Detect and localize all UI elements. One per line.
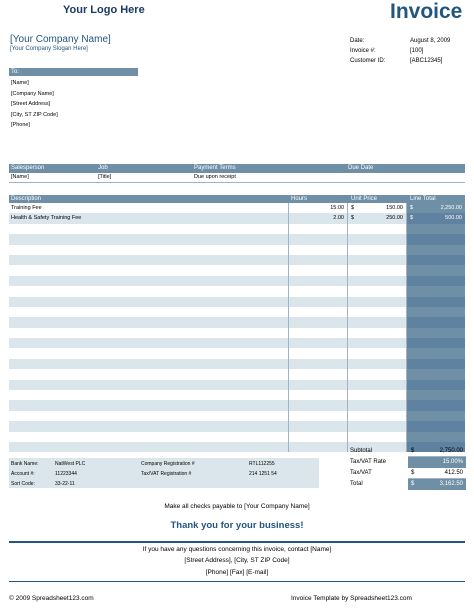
table-row [9,338,465,348]
table-row [9,432,465,442]
currency-symbol: $ [410,215,414,222]
sales-header-row [9,164,465,173]
table-row [9,380,465,390]
item-unit-price [348,400,407,410]
item-hours [289,411,348,421]
item-unit-price [348,224,407,234]
subtotal-value [408,446,466,457]
table-row [9,255,465,265]
hours-header: Hours [291,196,308,202]
sales-value-row [9,173,465,183]
bank-details [9,458,319,488]
item-line-total [407,390,465,400]
item-description: Health & Safety Training Fee [9,213,289,223]
item-description [9,255,289,265]
item-hours [289,338,348,348]
job-header: Job [98,165,108,171]
item-description [9,286,289,296]
tax-rate-value: 15.00% [408,457,466,468]
item-line-total [407,400,465,410]
item-line-total [407,348,465,358]
checks-payable-note: Make all checks payable to [Your Company Name] [164,503,310,510]
item-description [9,411,289,421]
item-line-total [407,317,465,327]
meta-label: Date: [350,38,365,44]
tax-row [350,468,466,479]
company-registration-value: RTL112255 [249,461,275,467]
item-description [9,338,289,348]
account-label: Account #: [11,471,35,477]
price-amount: 250.00 [386,215,403,222]
total-value [408,479,466,490]
bill-to-name: [Name] [11,80,29,86]
item-unit-price [348,432,407,442]
copyright: © 2009 Spreadsheet123.com [9,595,94,602]
salesperson-header: Salesperson [11,165,45,171]
item-hours [289,421,348,431]
item-unit-price [348,411,407,421]
footer-contact: [Phone] [Fax] [E-mail] [205,569,269,576]
table-row [9,421,465,431]
item-description [9,400,289,410]
item-unit-price [348,286,407,296]
table-row [9,234,465,244]
item-hours [289,307,348,317]
item-hours [289,442,348,452]
item-hours [289,245,348,255]
meta-value: August 8, 2009 [410,38,451,44]
table-row [9,400,465,410]
bill-to-company: [Company Name] [11,90,54,97]
item-unit-price [348,234,407,244]
meta-label: Customer ID: [350,58,386,64]
footer-address: [Street Address], [City, ST ZIP Code] [184,557,290,564]
total-amount: 3,162.50 [439,481,463,487]
item-line-total [407,234,465,244]
item-hours [289,369,348,379]
item-line-total [407,286,465,296]
total-label: Total [350,481,363,487]
bill-to-heading: To: [9,68,138,76]
questions-note: If you have any questions concerning this invoice, contact [Name] [142,546,332,553]
item-line-total [407,338,465,348]
item-line-total [407,328,465,338]
table-row [9,359,465,369]
meta-value: [ABC12345] [410,58,443,64]
thank-you-message: Thank you for your business! [170,520,304,531]
table-row [9,297,465,307]
table-row [9,369,465,379]
item-unit-price [348,369,407,379]
item-unit-price [348,348,407,358]
item-hours [289,286,348,296]
footer-divider [9,581,465,582]
sort-code-label: Sort Code: [11,481,35,487]
sales-table [9,164,465,183]
table-row [9,276,465,286]
item-unit-price [348,213,407,223]
currency-symbol: $ [410,205,414,211]
account-value: 11223344 [55,471,77,477]
item-line-total [407,245,465,255]
item-line-total [407,255,465,265]
salesperson-value: [Name] [11,174,29,180]
template-credit: Invoice Template by Spreadsheet123.com [291,595,412,602]
item-line-total [407,359,465,369]
item-description [9,369,289,379]
item-unit-price [348,338,407,348]
item-unit-price [348,380,407,390]
due-date-value [348,173,463,182]
meta-row-customer-id [350,56,468,66]
table-row [9,245,465,255]
company-registration-label: Company Registration # [141,461,195,467]
invoice-meta [350,36,468,66]
divider [9,541,465,543]
item-line-total [407,432,465,442]
item-unit-price [348,265,407,275]
currency-symbol: $ [411,481,415,487]
vat-registration-label: Tax/VAT Registration # [141,471,192,477]
item-line-total [407,369,465,379]
item-line-total [407,224,465,234]
item-unit-price [348,255,407,265]
table-row [9,265,465,275]
item-line-total [407,380,465,390]
tax-value [408,468,466,479]
item-unit-price [348,317,407,327]
table-row [9,307,465,317]
bill-to-block [11,78,58,131]
item-line-total [407,276,465,286]
invoice-title: Invoice [390,0,463,23]
item-hours [289,359,348,369]
item-line-total [407,297,465,307]
payment-terms-value: Due upon receipt [194,174,236,180]
line-total-header: Line Total [407,195,465,203]
item-unit-price [348,297,407,307]
item-unit-price [348,307,407,317]
item-unit-price [348,203,407,213]
table-row [9,317,465,327]
item-line-total [407,421,465,431]
bank-name-value: NatWest PLC [55,461,86,467]
item-hours [289,432,348,442]
tax-rate-row [350,457,466,468]
sort-code-value: 33-22-11 [55,481,75,487]
item-hours: 2.00 [289,213,348,223]
due-date-header: Due Date [348,165,374,171]
tax-label: Tax/VAT [350,470,372,476]
currency-symbol: $ [411,470,415,476]
item-unit-price [348,276,407,286]
item-hours [289,297,348,307]
item-unit-price [348,328,407,338]
items-header-row [9,195,465,203]
table-row [9,390,465,400]
total-amount: 2,250.00 [440,205,462,211]
item-line-total [407,203,465,213]
table-row [9,328,465,338]
item-description [9,348,289,358]
item-hours [289,390,348,400]
table-row [9,213,465,223]
bill-to-phone: [Phone] [11,122,30,129]
subtotal-amount: 2,750.00 [439,448,463,454]
item-hours [289,400,348,410]
item-hours [289,276,348,286]
item-hours [289,224,348,234]
item-line-total [407,213,465,223]
table-row [9,224,465,234]
meta-row-invoice-number [350,46,468,56]
item-description [9,245,289,255]
item-hours [289,317,348,327]
item-hours: 15.00 [289,203,348,213]
item-rows [9,203,465,452]
unit-price-header: Unit Price [351,196,378,202]
item-hours [289,255,348,265]
bill-to-city: [City, ST ZIP Code] [11,111,58,118]
item-description [9,442,289,452]
item-description [9,390,289,400]
item-description [9,265,289,275]
item-hours [289,348,348,358]
company-name: [Your Company Name] [10,34,111,45]
item-description [9,234,289,244]
table-row [9,203,465,213]
item-description [9,224,289,234]
item-line-total [407,307,465,317]
payment-terms-header: Payment Terms [194,165,236,171]
item-unit-price [348,245,407,255]
item-description: Training Fee [9,203,289,213]
table-row [9,286,465,296]
currency-symbol: $ [351,205,355,211]
item-description [9,317,289,327]
logo-text: Your Logo Here [63,4,145,16]
item-description [9,359,289,369]
subtotal-row [350,446,466,457]
item-unit-price [348,390,407,400]
item-description [9,328,289,338]
item-hours [289,265,348,275]
bank-name-label: Bank Name: [11,461,39,467]
item-line-total [407,411,465,421]
currency-symbol: $ [351,215,355,222]
item-line-total [407,265,465,275]
bill-to-street: [Street Address] [11,101,51,108]
table-row [9,411,465,421]
meta-value: [100] [410,48,424,54]
item-unit-price [348,359,407,369]
item-description [9,307,289,317]
total-amount: 500.00 [445,215,462,222]
currency-symbol: $ [411,448,415,454]
tax-amount: 412.50 [444,470,463,476]
meta-row-date [350,36,468,46]
item-hours [289,380,348,390]
total-row [350,479,466,490]
items-table [9,195,465,452]
table-row [9,348,465,358]
item-description [9,276,289,286]
description-header: Description [11,196,42,202]
item-description [9,380,289,390]
vat-registration-value: 214 1251 54 [249,471,277,477]
subtotal-label: Subtotal [350,448,373,454]
item-description [9,297,289,307]
item-hours [289,234,348,244]
item-hours [289,328,348,338]
price-amount: 150.00 [386,205,403,211]
item-description [9,432,289,442]
company-slogan: [Your Company Slogan Here] [10,46,88,52]
tax-rate-label: Tax/VAT Rate [350,459,387,465]
item-description [9,421,289,431]
meta-label: Invoice #: [350,48,376,54]
totals-block [350,446,466,490]
item-unit-price [348,421,407,431]
job-value: [Title] [98,174,112,180]
